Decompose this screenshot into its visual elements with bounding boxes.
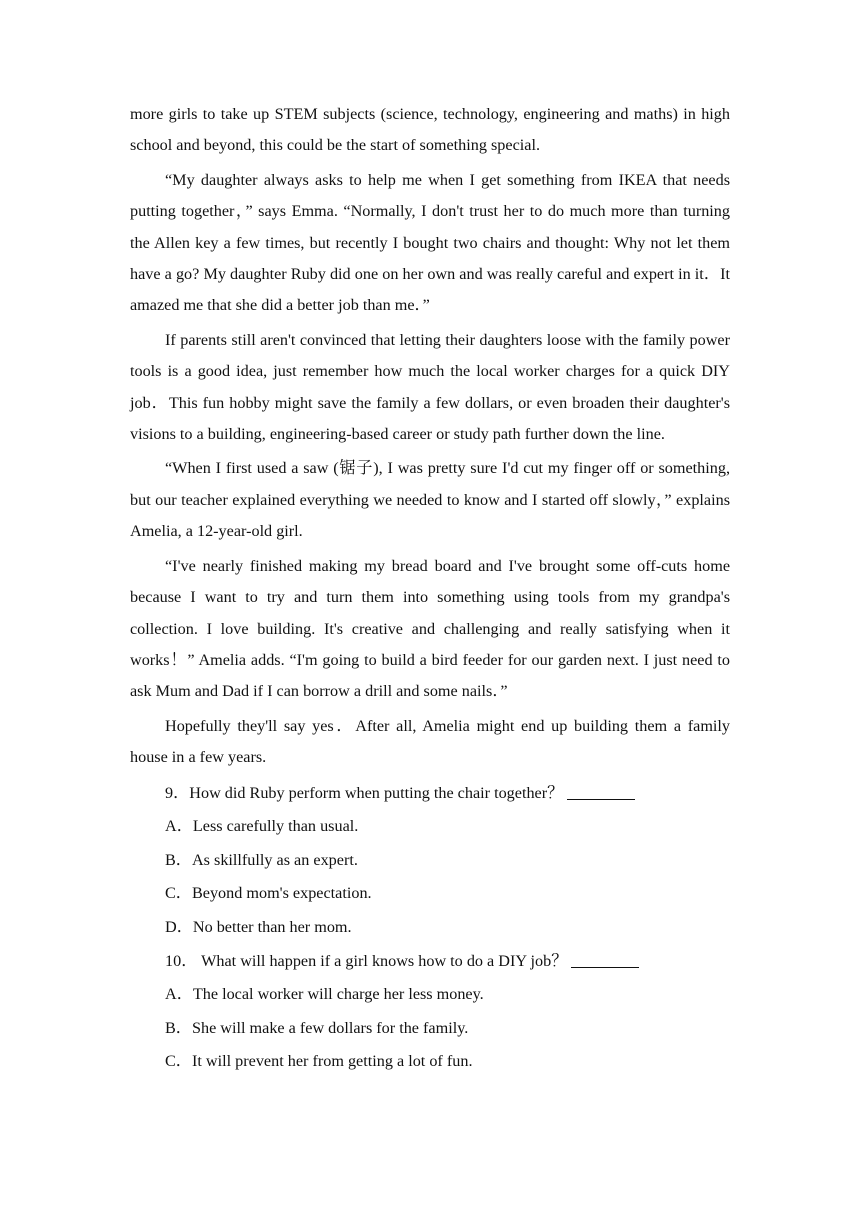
option-c[interactable]: C．It will prevent her from getting a lot of fun. <box>165 1052 473 1071</box>
question-number: 10． <box>165 951 198 970</box>
question-9 <box>130 777 730 811</box>
passage-paragraph: “My daughter always asks to help me when I get something from IKEA that needs putting together，” says Emma. “Normally, I don't trust her to do much more than turning the Allen key a few times, but recently I bought two chairs and thought: Why not let them have a go? My daughter Ruby did one on her own and was really careful and expert in it．It amazed me that she did a better job than me．” <box>130 170 730 315</box>
passage <box>130 99 730 774</box>
option-a[interactable]: A．The local worker will charge her less money. <box>165 985 484 1004</box>
option-a[interactable]: A．Less carefully than usual. <box>165 817 359 836</box>
question-block <box>130 945 730 1079</box>
option-d[interactable]: D．No better than her mom. <box>165 917 352 936</box>
question-text: How did Ruby perform when putting the chair together？ <box>189 783 564 802</box>
question-block <box>130 777 730 945</box>
passage-paragraph: more girls to take up STEM subjects (science, technology, engineering and maths) in high school and beyond, this could be the start of something special. <box>130 105 730 155</box>
question-text: What will happen if a girl knows how to do a DIY job？ <box>197 951 568 970</box>
answer-blank[interactable] <box>571 951 639 968</box>
passage-paragraph: “When I first used a saw (锯子), I was pretty sure I'd cut my finger off or something, but our teacher explained everything we needed to know and I started off slowly，” explains Amelia, a 12-year-old girl. <box>130 459 730 541</box>
option-b[interactable]: B．As skillfully as an expert. <box>165 850 358 869</box>
document-page <box>130 99 730 1079</box>
passage-paragraph: Hopefully they'll say yes．After all, Amelia might end up building them a family house in a few years. <box>130 716 730 767</box>
passage-paragraph: “I've nearly finished making my bread board and I've brought some off-cuts home because I want to try and turn them into something using tools from my grandpa's collection. I love building. It's creative and challenging and really satisfying when it works！” Amelia adds. “I'm going to build a bird feeder for our garden next. I just need to ask Mum and Dad if I can borrow a drill and some nails．” <box>130 556 730 701</box>
answer-blank[interactable] <box>567 783 635 800</box>
question-10 <box>130 945 730 979</box>
option-b[interactable]: B．She will make a few dollars for the family. <box>165 1018 469 1037</box>
passage-paragraph: If parents still aren't convinced that letting their daughters loose with the family power tools is a good idea, just remember how much the local worker charges for a quick DIY job．This fun hobby might save the family a few dollars, or even broaden their daughter's visions to a building, engineering-based career or study path further down the line. <box>130 330 730 444</box>
question-number: 9． <box>165 783 190 802</box>
option-c[interactable]: C．Beyond mom's expectation. <box>165 884 372 903</box>
